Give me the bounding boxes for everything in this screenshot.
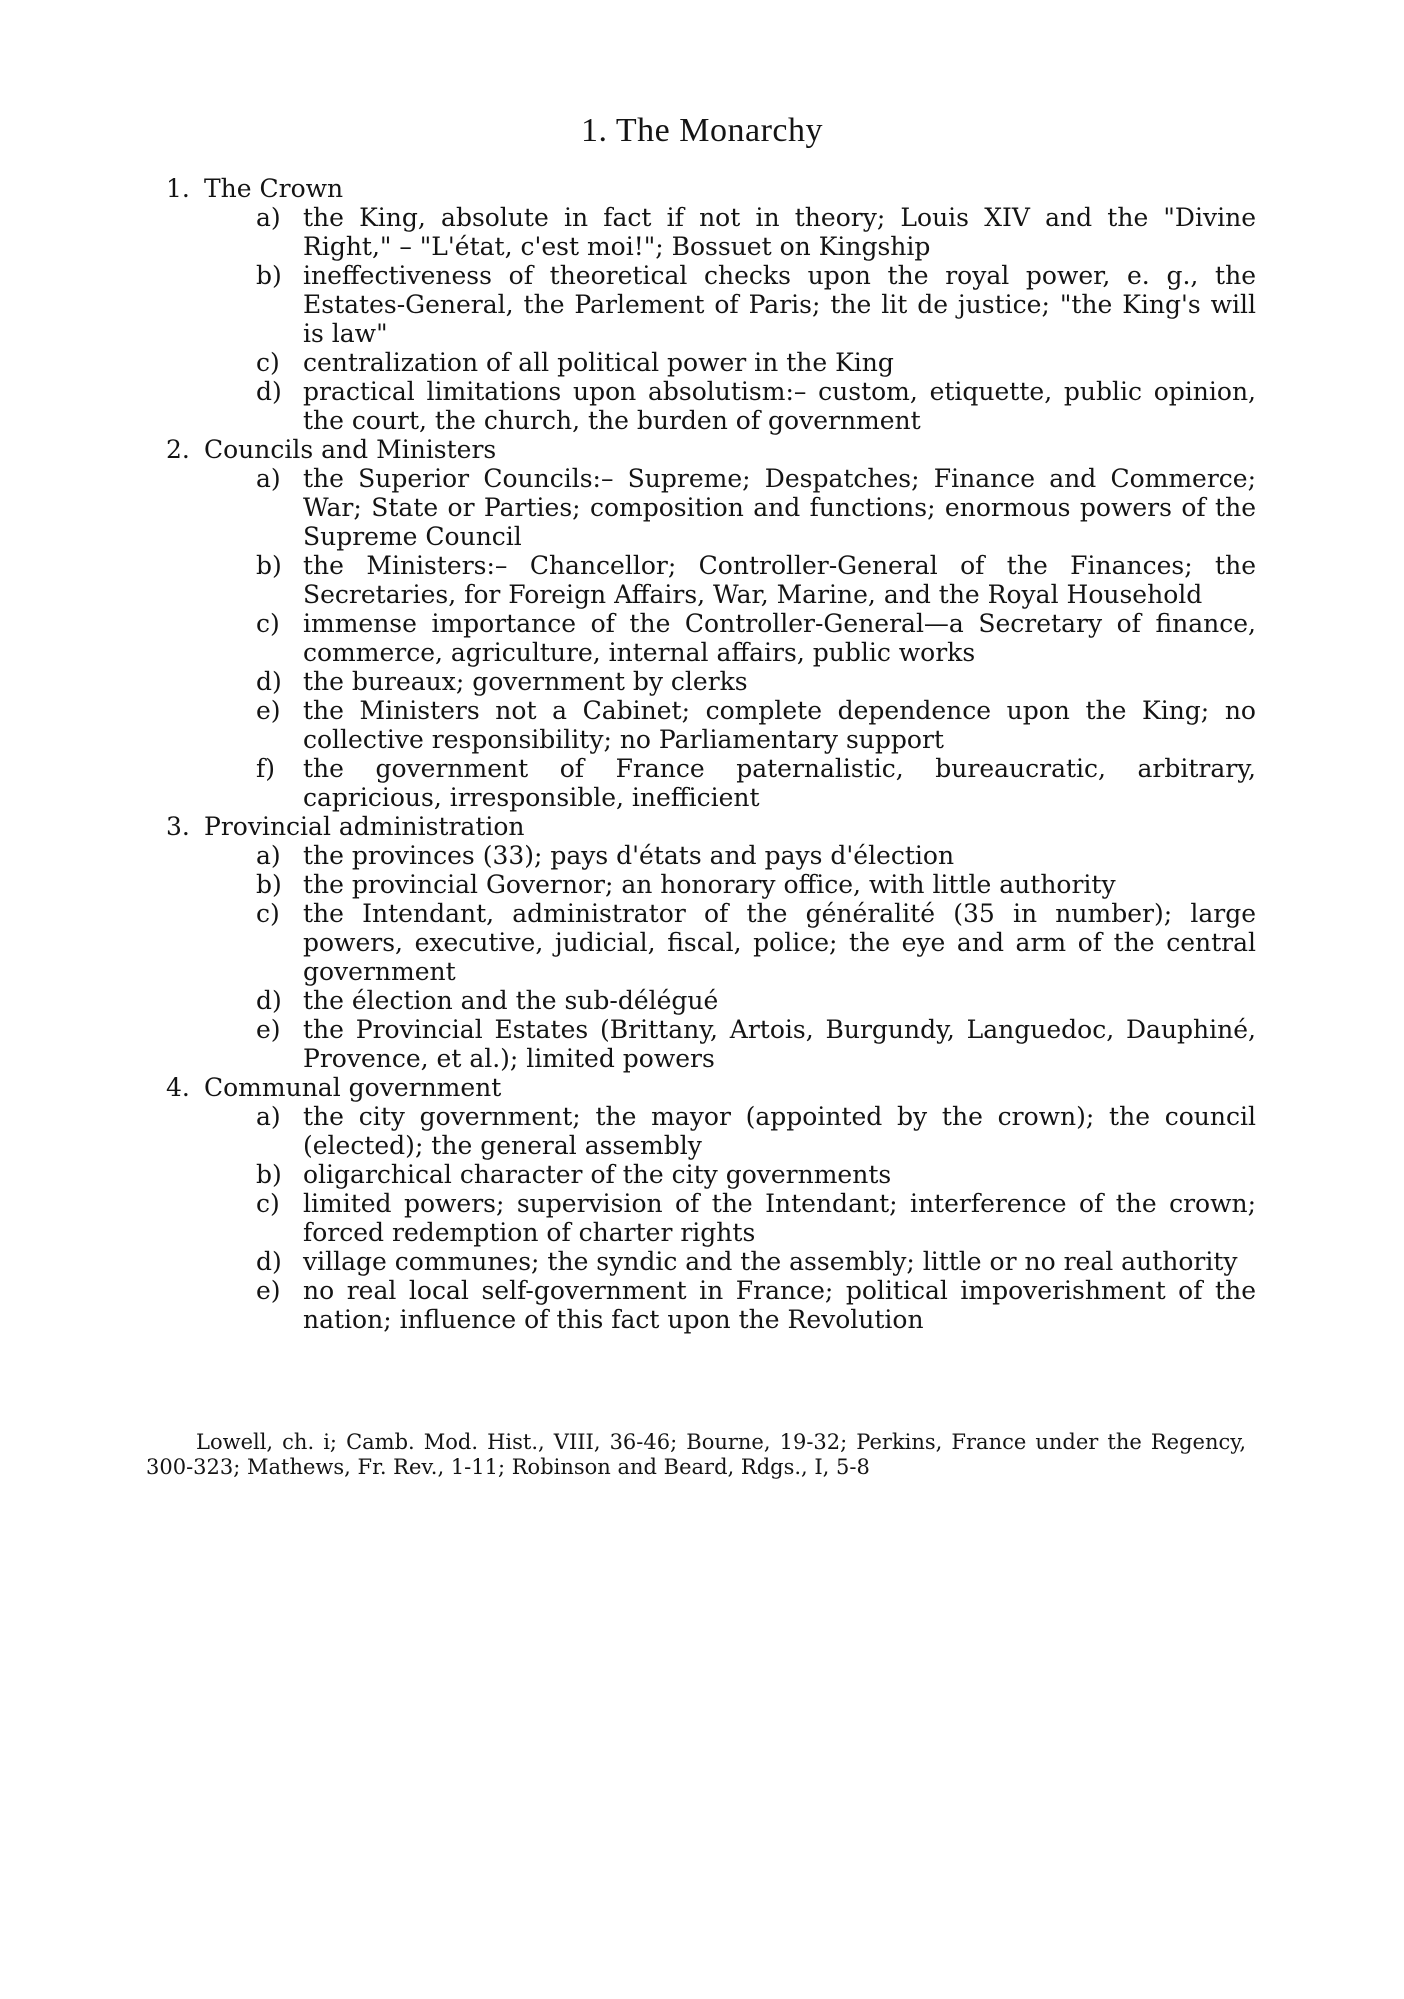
item-letter: a) <box>256 203 281 232</box>
list-item <box>256 1015 1256 1073</box>
item-text: the provincial Governor; an honorary office, with little authority <box>303 870 1116 899</box>
item-text: the bureaux; government by clerks <box>303 667 748 696</box>
list-item <box>256 667 1256 696</box>
item-letter: c) <box>256 348 280 377</box>
list-item <box>256 986 1256 1015</box>
list-item <box>256 348 1256 377</box>
item-text: practical limitations upon absolutism:– custom, etiquette, public opinion, the court, the church, the burden of government <box>303 377 1256 435</box>
item-list <box>256 464 1256 812</box>
item-list <box>256 841 1256 1073</box>
item-text: ineffectiveness of theoretical checks upon the royal power, e. g., the Estates-General, the Parlement of Paris; the lit de justice; "the King's will is law" <box>303 261 1256 348</box>
references: Lowell, ch. i; Camb. Mod. Hist., VIII, 36-46; Bourne, 19-32; Perkins, France under the Regency, 300-323; Mathews, Fr. Rev., 1-11; Robinson and Beard, Rdgs., I, 5-8 <box>146 1430 1246 1479</box>
section-title: Provincial administration <box>204 812 525 841</box>
item-text: the government of France paternalistic, bureaucratic, arbitrary, capricious, irresponsible, inefficient <box>303 754 1256 812</box>
item-text: the city government; the mayor (appointed by the crown); the council (elected); the general assembly <box>303 1102 1256 1160</box>
list-item <box>256 261 1256 348</box>
section-number: 3. <box>166 812 190 841</box>
item-letter: b) <box>256 870 282 899</box>
item-text: the King, absolute in fact if not in theory; Louis XIV and the "Divine Right," – "L'état, c'est moi!"; Bossuet on Kingship <box>303 203 1256 261</box>
item-text: the Ministers:– Chancellor; Controller-General of the Finances; the Secretaries, for Foreign Affairs, War, Marine, and the Royal Household <box>303 551 1256 609</box>
section-provincial-administration <box>166 812 1256 1073</box>
item-text: the Intendant, administrator of the généralité (35 in number); large powers, executive, judicial, fiscal, police; the eye and arm of the central government <box>303 899 1256 986</box>
item-letter: f) <box>256 754 276 783</box>
item-letter: c) <box>256 899 280 928</box>
list-item <box>256 754 1256 812</box>
list-item <box>256 1247 1256 1276</box>
item-letter: a) <box>256 841 281 870</box>
item-text: the élection and the sub-délégué <box>303 986 719 1015</box>
list-item <box>256 841 1256 870</box>
item-list <box>256 203 1256 435</box>
list-item <box>256 464 1256 551</box>
item-letter: d) <box>256 377 282 406</box>
section-councils-and-ministers <box>166 435 1256 812</box>
item-letter: b) <box>256 551 282 580</box>
item-letter: d) <box>256 986 282 1015</box>
item-letter: d) <box>256 667 282 696</box>
item-letter: e) <box>256 696 281 725</box>
list-item <box>256 899 1256 986</box>
section-heading <box>166 812 1256 841</box>
section-number: 2. <box>166 435 190 464</box>
list-item <box>256 203 1256 261</box>
item-letter: e) <box>256 1015 281 1044</box>
item-letter: c) <box>256 1189 280 1218</box>
item-text: immense importance of the Controller-General—a Secretary of finance, commerce, agriculture, internal affairs, public works <box>303 609 1256 667</box>
outline <box>166 174 1256 1334</box>
list-item <box>256 870 1256 899</box>
section-title: Councils and Ministers <box>204 435 497 464</box>
list-item <box>256 1102 1256 1160</box>
section-number: 1. <box>166 174 190 203</box>
section-the-crown <box>166 174 1256 435</box>
item-letter: b) <box>256 1160 282 1189</box>
list-item <box>256 609 1256 667</box>
item-text: centralization of all political power in the King <box>303 348 894 377</box>
list-item <box>256 1189 1256 1247</box>
page-title: 1. The Monarchy <box>581 112 823 149</box>
list-item <box>256 377 1256 435</box>
item-text: limited powers; supervision of the Intendant; interference of the crown; forced redemption of charter rights <box>303 1189 1256 1247</box>
item-letter: b) <box>256 261 282 290</box>
item-text: the provinces (33); pays d'états and pays d'élection <box>303 841 955 870</box>
list-item <box>256 1160 1256 1189</box>
section-heading <box>166 435 1256 464</box>
item-letter: e) <box>256 1276 281 1305</box>
item-text: no real local self-government in France; political impoverishment of the nation; influence of this fact upon the Revolution <box>303 1276 1256 1334</box>
section-heading <box>166 174 1256 203</box>
item-letter: a) <box>256 1102 281 1131</box>
section-title: Communal government <box>204 1073 502 1102</box>
section-communal-government <box>166 1073 1256 1334</box>
section-number: 4. <box>166 1073 190 1102</box>
item-letter: c) <box>256 609 280 638</box>
item-letter: a) <box>256 464 281 493</box>
item-text: the Ministers not a Cabinet; complete dependence upon the King; no collective responsibility; no Parliamentary support <box>303 696 1256 754</box>
item-list <box>256 1102 1256 1334</box>
item-text: the Superior Councils:– Supreme; Despatches; Finance and Commerce; War; State or Parties; composition and functions; enormous powers of the Supreme Council <box>303 464 1256 551</box>
section-heading <box>166 1073 1256 1102</box>
item-letter: d) <box>256 1247 282 1276</box>
item-text: village communes; the syndic and the assembly; little or no real authority <box>303 1247 1238 1276</box>
list-item <box>256 1276 1256 1334</box>
list-item <box>256 551 1256 609</box>
item-text: oligarchical character of the city governments <box>303 1160 892 1189</box>
section-title: The Crown <box>204 174 344 203</box>
item-text: the Provincial Estates (Brittany, Artois, Burgundy, Languedoc, Dauphiné, Provence, et al.); limited powers <box>303 1015 1256 1073</box>
list-item <box>256 696 1256 754</box>
